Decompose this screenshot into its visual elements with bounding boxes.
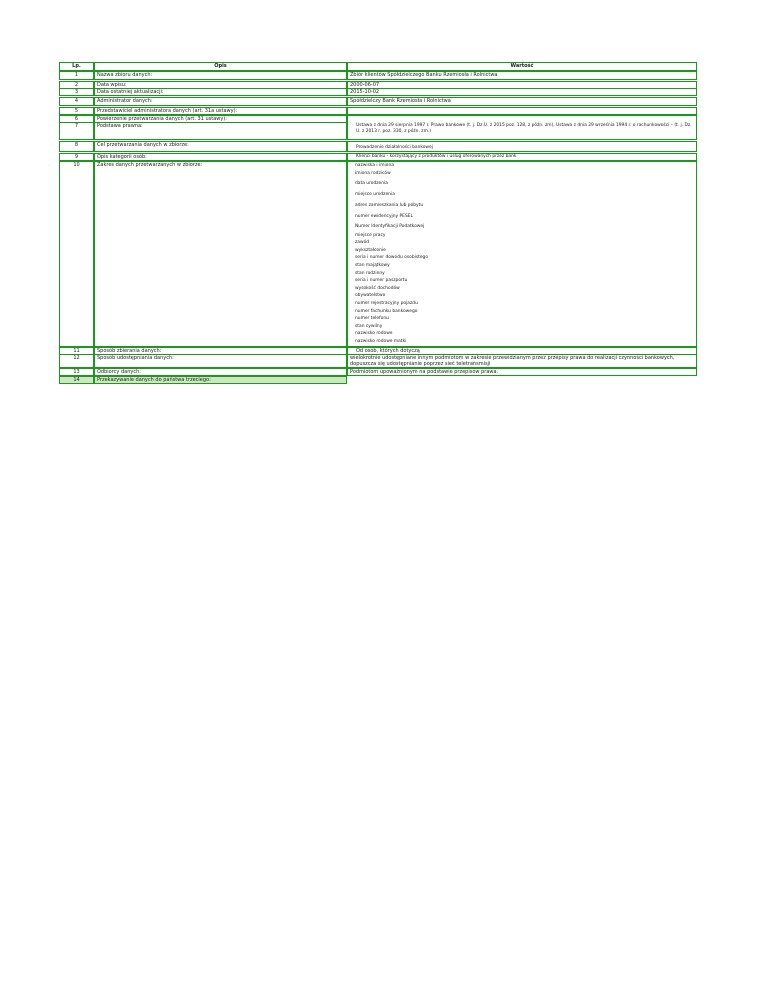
- list-item: imiona rodziców: [355, 170, 391, 176]
- list-item: nazwiska i imiona: [355, 163, 394, 168]
- row-number: 5: [59, 107, 94, 115]
- row-label: Powierzenie przetwarzania danych (art. 31 ustawy):: [94, 115, 347, 122]
- row-value: 2000-06-07: [347, 81, 697, 88]
- table-row: [59, 97, 697, 106]
- row-label: Przekazywanie danych do państwa trzeciego:: [94, 376, 347, 384]
- row-label: Sposób udostępniania danych:: [94, 354, 347, 368]
- table-row: [59, 354, 697, 368]
- row-value: [347, 107, 697, 115]
- row-label: Data ostatniej aktualizacji:: [94, 88, 347, 96]
- table-row: [59, 81, 697, 88]
- row-number: 6: [59, 115, 94, 122]
- list-item: numer rejestracyjny pojazdu: [355, 300, 418, 306]
- row-value: Spółdzielczy Bank Rzemiosła i Rolnictwa: [347, 97, 697, 106]
- row-value: Klienci banku - korzystający z produktów i usług oferowanych przez bank: [356, 154, 517, 159]
- list-item: numer ewidencyjny PESEL: [355, 213, 413, 219]
- row-number: 3: [59, 88, 94, 96]
- row-number: 2: [59, 81, 94, 88]
- row-value: wielokrotnie udostępniane innym podmiotom w zakresie przewidzianym przez przepisy prawa do realizacji czynności bankowych, dopuszcza się udostępnianie poprzez sieć teletransmisji: [347, 354, 697, 368]
- row-label: Zakres danych przetwarzanych w zbiorze:: [94, 161, 347, 347]
- row-label: Podstawa prawna:: [94, 122, 347, 140]
- data-register-table: [59, 62, 697, 384]
- row-value: [347, 115, 697, 140]
- list-item: zawód: [355, 240, 370, 246]
- row-label: Administrator danych:: [94, 97, 347, 106]
- row-value: Prowadzenie działalności bankowej: [356, 145, 433, 150]
- list-item: stan cywilny: [355, 323, 383, 329]
- table-row: [59, 376, 697, 384]
- list-item: stan majątkowy: [355, 262, 390, 268]
- list-item: nazwisko rodowe: [355, 331, 393, 337]
- list-item: miejsce urodzenia: [355, 191, 395, 197]
- row-label: Odbiorcy danych:: [94, 368, 347, 376]
- row-number: 10: [59, 161, 94, 347]
- list-item: data urodzenia: [355, 180, 388, 186]
- list-item: wykształcenie: [355, 247, 386, 253]
- table-row: [59, 347, 697, 354]
- row-number: 11: [59, 347, 94, 354]
- row-value: Podmiotom upoważnionym na podstawie przepisów prawa.: [347, 368, 697, 376]
- table-row: [59, 115, 697, 122]
- row-value: [347, 376, 697, 384]
- header-wartosc: Wartość: [347, 62, 697, 71]
- list-item: wysokość dochodów: [355, 285, 400, 291]
- row-number: 1: [59, 71, 94, 80]
- table-row: [59, 368, 697, 376]
- table-row: [59, 107, 697, 115]
- row-number: 14: [59, 376, 94, 384]
- list-item: numer fachunku bankowego: [355, 308, 418, 314]
- list-item: miejsce pracy: [355, 232, 386, 238]
- row-value: Zbiór klientów Spółdzielczego Banku Rzemiosła i Rolnictwa: [347, 71, 697, 80]
- list-item: seria i numer dowodu osobistego: [355, 255, 429, 261]
- list-item: numer telefonu: [355, 316, 389, 322]
- list-item: Numer Identyfikacji Podatkowej: [355, 223, 425, 229]
- row-label: Cel przetwarzania danych w zbiorze:: [94, 141, 347, 152]
- row-number: 4: [59, 97, 94, 106]
- row-label: Sposób zbierania danych:: [94, 347, 347, 354]
- header-lp: Lp.: [59, 62, 94, 71]
- row-number: 12: [59, 354, 94, 368]
- table-row: [59, 141, 697, 152]
- legal-basis-text: Ustawa z dnia 29 sierpnia 1997 r. Prawo bankowe (t. j. Dz.U. z 2015 poz. 128, z późn. zm), Ustawa z dnia 29 września 1994 r. o rachunkowości – (t. j. Dz. U. z 2013 r. poz. 330, z późn. zm.): [356, 123, 692, 134]
- row-value: Od osób, których dotyczą: [356, 347, 420, 354]
- list-item: obywatelstwo: [355, 293, 386, 299]
- list-item: nazwisko rodowe matki: [355, 338, 407, 344]
- row-number: 8: [59, 141, 94, 152]
- row-label: Przedstawiciel administratora danych (art. 31a ustawy):: [94, 107, 347, 115]
- row-label: Opis kategorii osób:: [94, 153, 347, 161]
- row-number: 7: [59, 122, 94, 140]
- data-scope-list: [347, 161, 697, 347]
- list-item: seria i numer paszportu: [355, 278, 408, 284]
- header-row: [59, 62, 697, 71]
- table-row: [59, 88, 697, 96]
- header-opis: Opis: [94, 62, 347, 71]
- row-number: 9: [59, 153, 94, 161]
- row-label: Data wpisu:: [94, 81, 347, 88]
- table-row: [59, 161, 697, 347]
- table-row: [59, 71, 697, 80]
- list-item: stan rodzinny: [355, 270, 385, 276]
- row-value: 2015-10-02: [347, 88, 697, 96]
- row-number: 13: [59, 368, 94, 376]
- table-row: [59, 153, 697, 161]
- list-item: adres zamieszkania lub pobytu: [355, 202, 424, 208]
- row-label: Nazwa zbioru danych:: [94, 71, 347, 80]
